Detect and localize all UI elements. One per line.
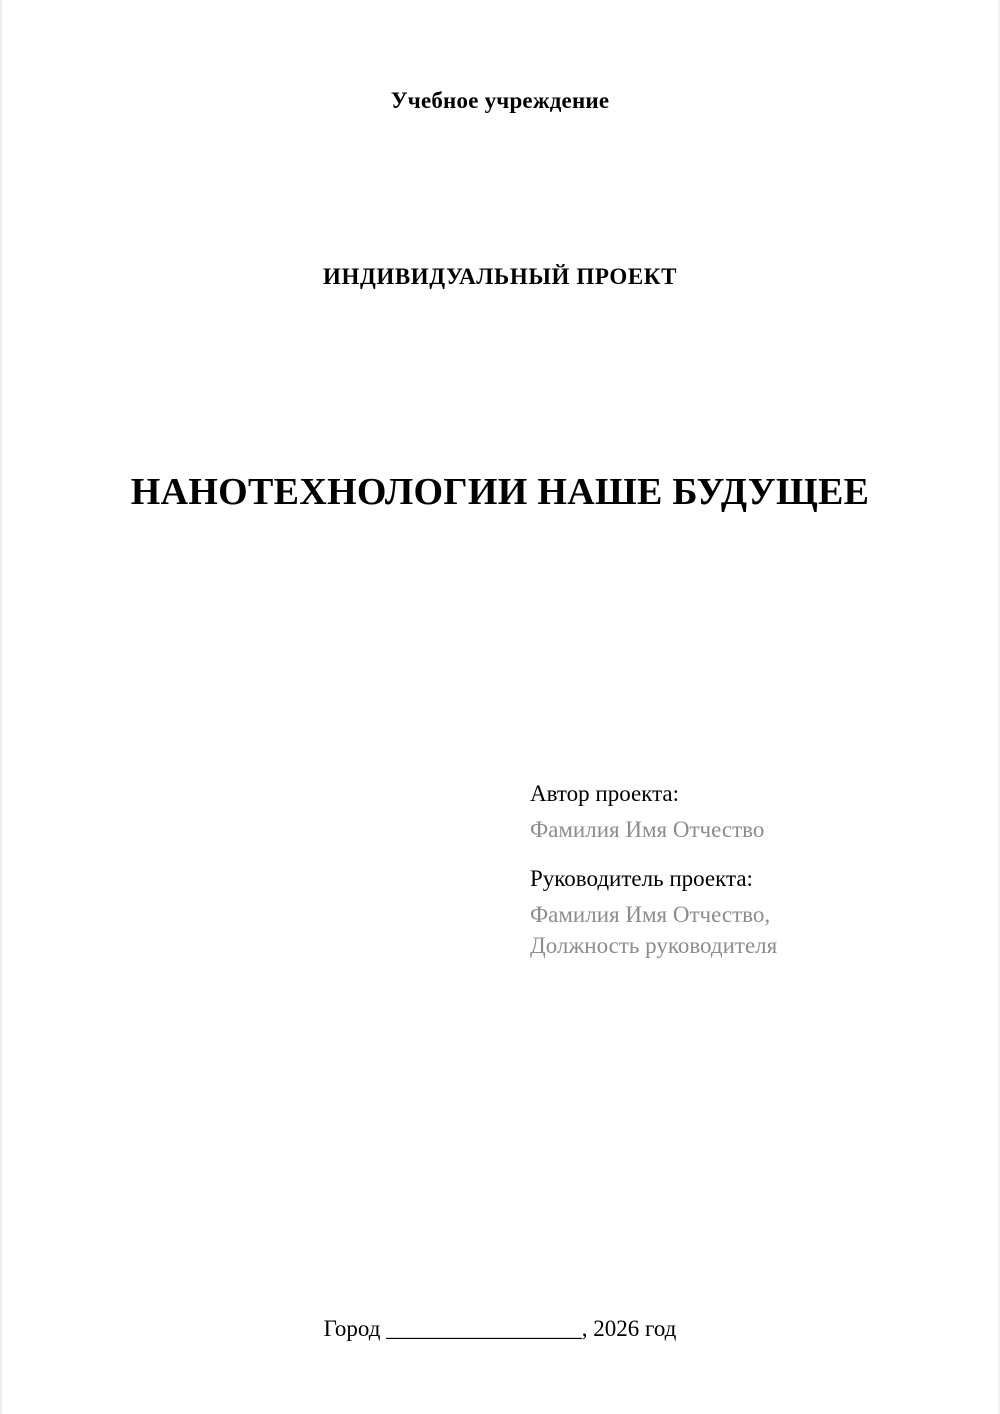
document-type: ИНДИВИДУАЛЬНЫЙ ПРОЕКТ: [322, 264, 678, 289]
page-title: НАНОТЕХНОЛОГИИ НАШЕ БУДУЩЕЕ: [130, 471, 870, 514]
supervisor-name-placeholder: Фамилия Имя Отчество,: [530, 902, 771, 927]
author-block: [530, 782, 950, 841]
institution-name: Учебное учреждение: [390, 88, 610, 113]
supervisor-role-label: Руководитель проекта:: [530, 866, 753, 891]
credits-block: [530, 782, 950, 983]
author-name-placeholder: Фамилия Имя Отчество: [530, 817, 765, 842]
author-role-label: Автор проекта:: [530, 781, 679, 806]
supervisor-block: [530, 867, 950, 957]
supervisor-position-placeholder: Должность руководителя: [530, 933, 778, 958]
footer: [0, 1316, 1000, 1342]
city-and-year: Город _________________, 2026 год: [323, 1316, 677, 1341]
